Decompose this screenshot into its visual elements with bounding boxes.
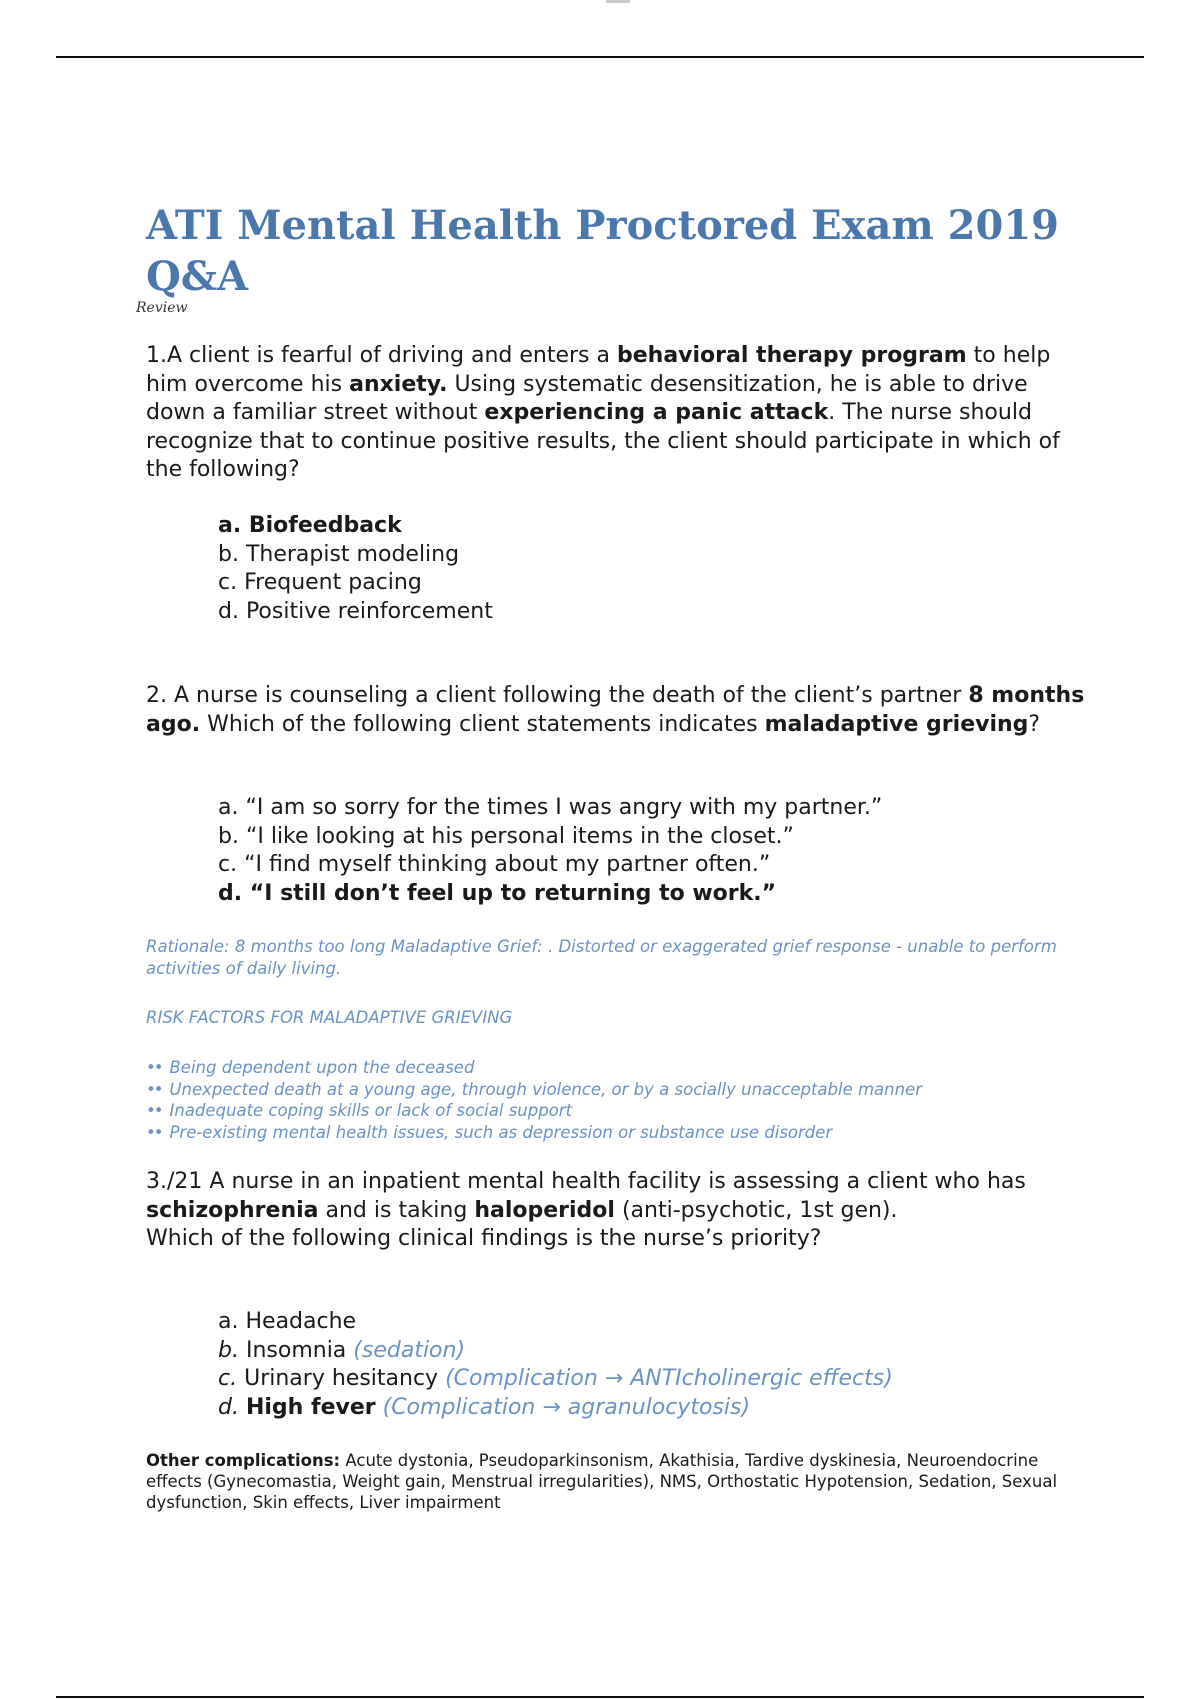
- question-number: 2.: [146, 683, 167, 708]
- option-a: a. “I am so sorry for the times I was angry with my partner.”: [218, 795, 883, 820]
- option-c: c. Frequent pacing: [218, 570, 422, 595]
- question-number: 1.: [146, 343, 167, 368]
- bullet-icon: ••: [146, 1122, 162, 1142]
- bullet-icon: ••: [146, 1101, 162, 1120]
- document-title: ATI Mental Health Proctored Exam 2019 Q&A: [146, 202, 1060, 300]
- question-1: 1.A client is fearful of driving and enters a behavioral therapy program to help him overcome his anxiety. Using systematic desensitization, he is able to drive down a familiar street without experiencing a panic attack. The nurse should recognize that to continue positive results, the client should participate in which of the following?: [146, 343, 1060, 482]
- risk-factors-heading: RISK FACTORS FOR MALADAPTIVE GRIEVING: [146, 1008, 513, 1027]
- list-item: •• Unexpected death at a young age, through violence, or by a socially unacceptable manner: [146, 1079, 923, 1099]
- option-a: a. Biofeedback: [218, 513, 402, 538]
- bullet-icon: ••: [146, 1058, 162, 1077]
- question-2: 2. A nurse is counseling a client following the death of the client’s partner 8 months ago. Which of the following client statements indicates maladaptive grieving?: [146, 683, 1085, 737]
- list-item: •• Being dependent upon the deceased: [146, 1058, 475, 1077]
- option-b: b. Therapist modeling: [218, 541, 460, 567]
- option-d: d. High fever (Complication → agranulocytosis): [218, 1394, 751, 1420]
- footer-rule: [56, 1696, 1144, 1698]
- page-top-mark: [606, 0, 630, 3]
- document-subtitle: Review: [136, 300, 188, 316]
- list-item: •• Inadequate coping skills or lack of social support: [146, 1101, 573, 1120]
- other-complications: Other complications: Acute dystonia, Pseudoparkinsonism, Akathisia, Tardive dyskinesia, Neuroendocrine effects (Gynecomastia, Weight gain, Menstrual irregularities), NMS, Orthostatic Hypotension, Sedation, Sexual dysfunction, Skin effects, Liver impairment: [146, 1451, 1058, 1512]
- question-3: 3./21 A nurse in an inpatient mental health facility is assessing a client who has schizophrenia and is taking haloperidol (anti-psychotic, 1st gen). Which of the following clinical findings is the nurse’s priority?: [146, 1169, 1026, 1251]
- bullet-icon: ••: [146, 1079, 162, 1099]
- question-1-options: [218, 512, 493, 626]
- header-rule: [56, 56, 1144, 58]
- option-d: d. Positive reinforcement: [218, 598, 493, 624]
- option-c: c. Urinary hesitancy (Complication → ANTIcholinergic effects): [218, 1366, 893, 1391]
- option-c: c. “I find myself thinking about my partner often.”: [218, 852, 771, 877]
- question-number: 3.: [146, 1169, 167, 1194]
- risk-factors-list: [146, 1057, 922, 1143]
- option-b: b. “I like looking at his personal items in the closet.”: [218, 823, 794, 849]
- question-2-options: [218, 794, 882, 908]
- option-d: d. “I still don’t feel up to returning to work.”: [218, 880, 777, 906]
- option-b: b. Insomnia (sedation): [218, 1337, 466, 1363]
- question-3-options: [218, 1308, 893, 1422]
- list-item: •• Pre-existing mental health issues, such as depression or substance use disorder: [146, 1122, 833, 1142]
- option-a: a. Headache: [218, 1309, 357, 1334]
- rationale-text: Rationale: 8 months too long Maladaptive Grief: . Distorted or exaggerated grief response - unable to perform activities of daily living.: [146, 937, 1057, 978]
